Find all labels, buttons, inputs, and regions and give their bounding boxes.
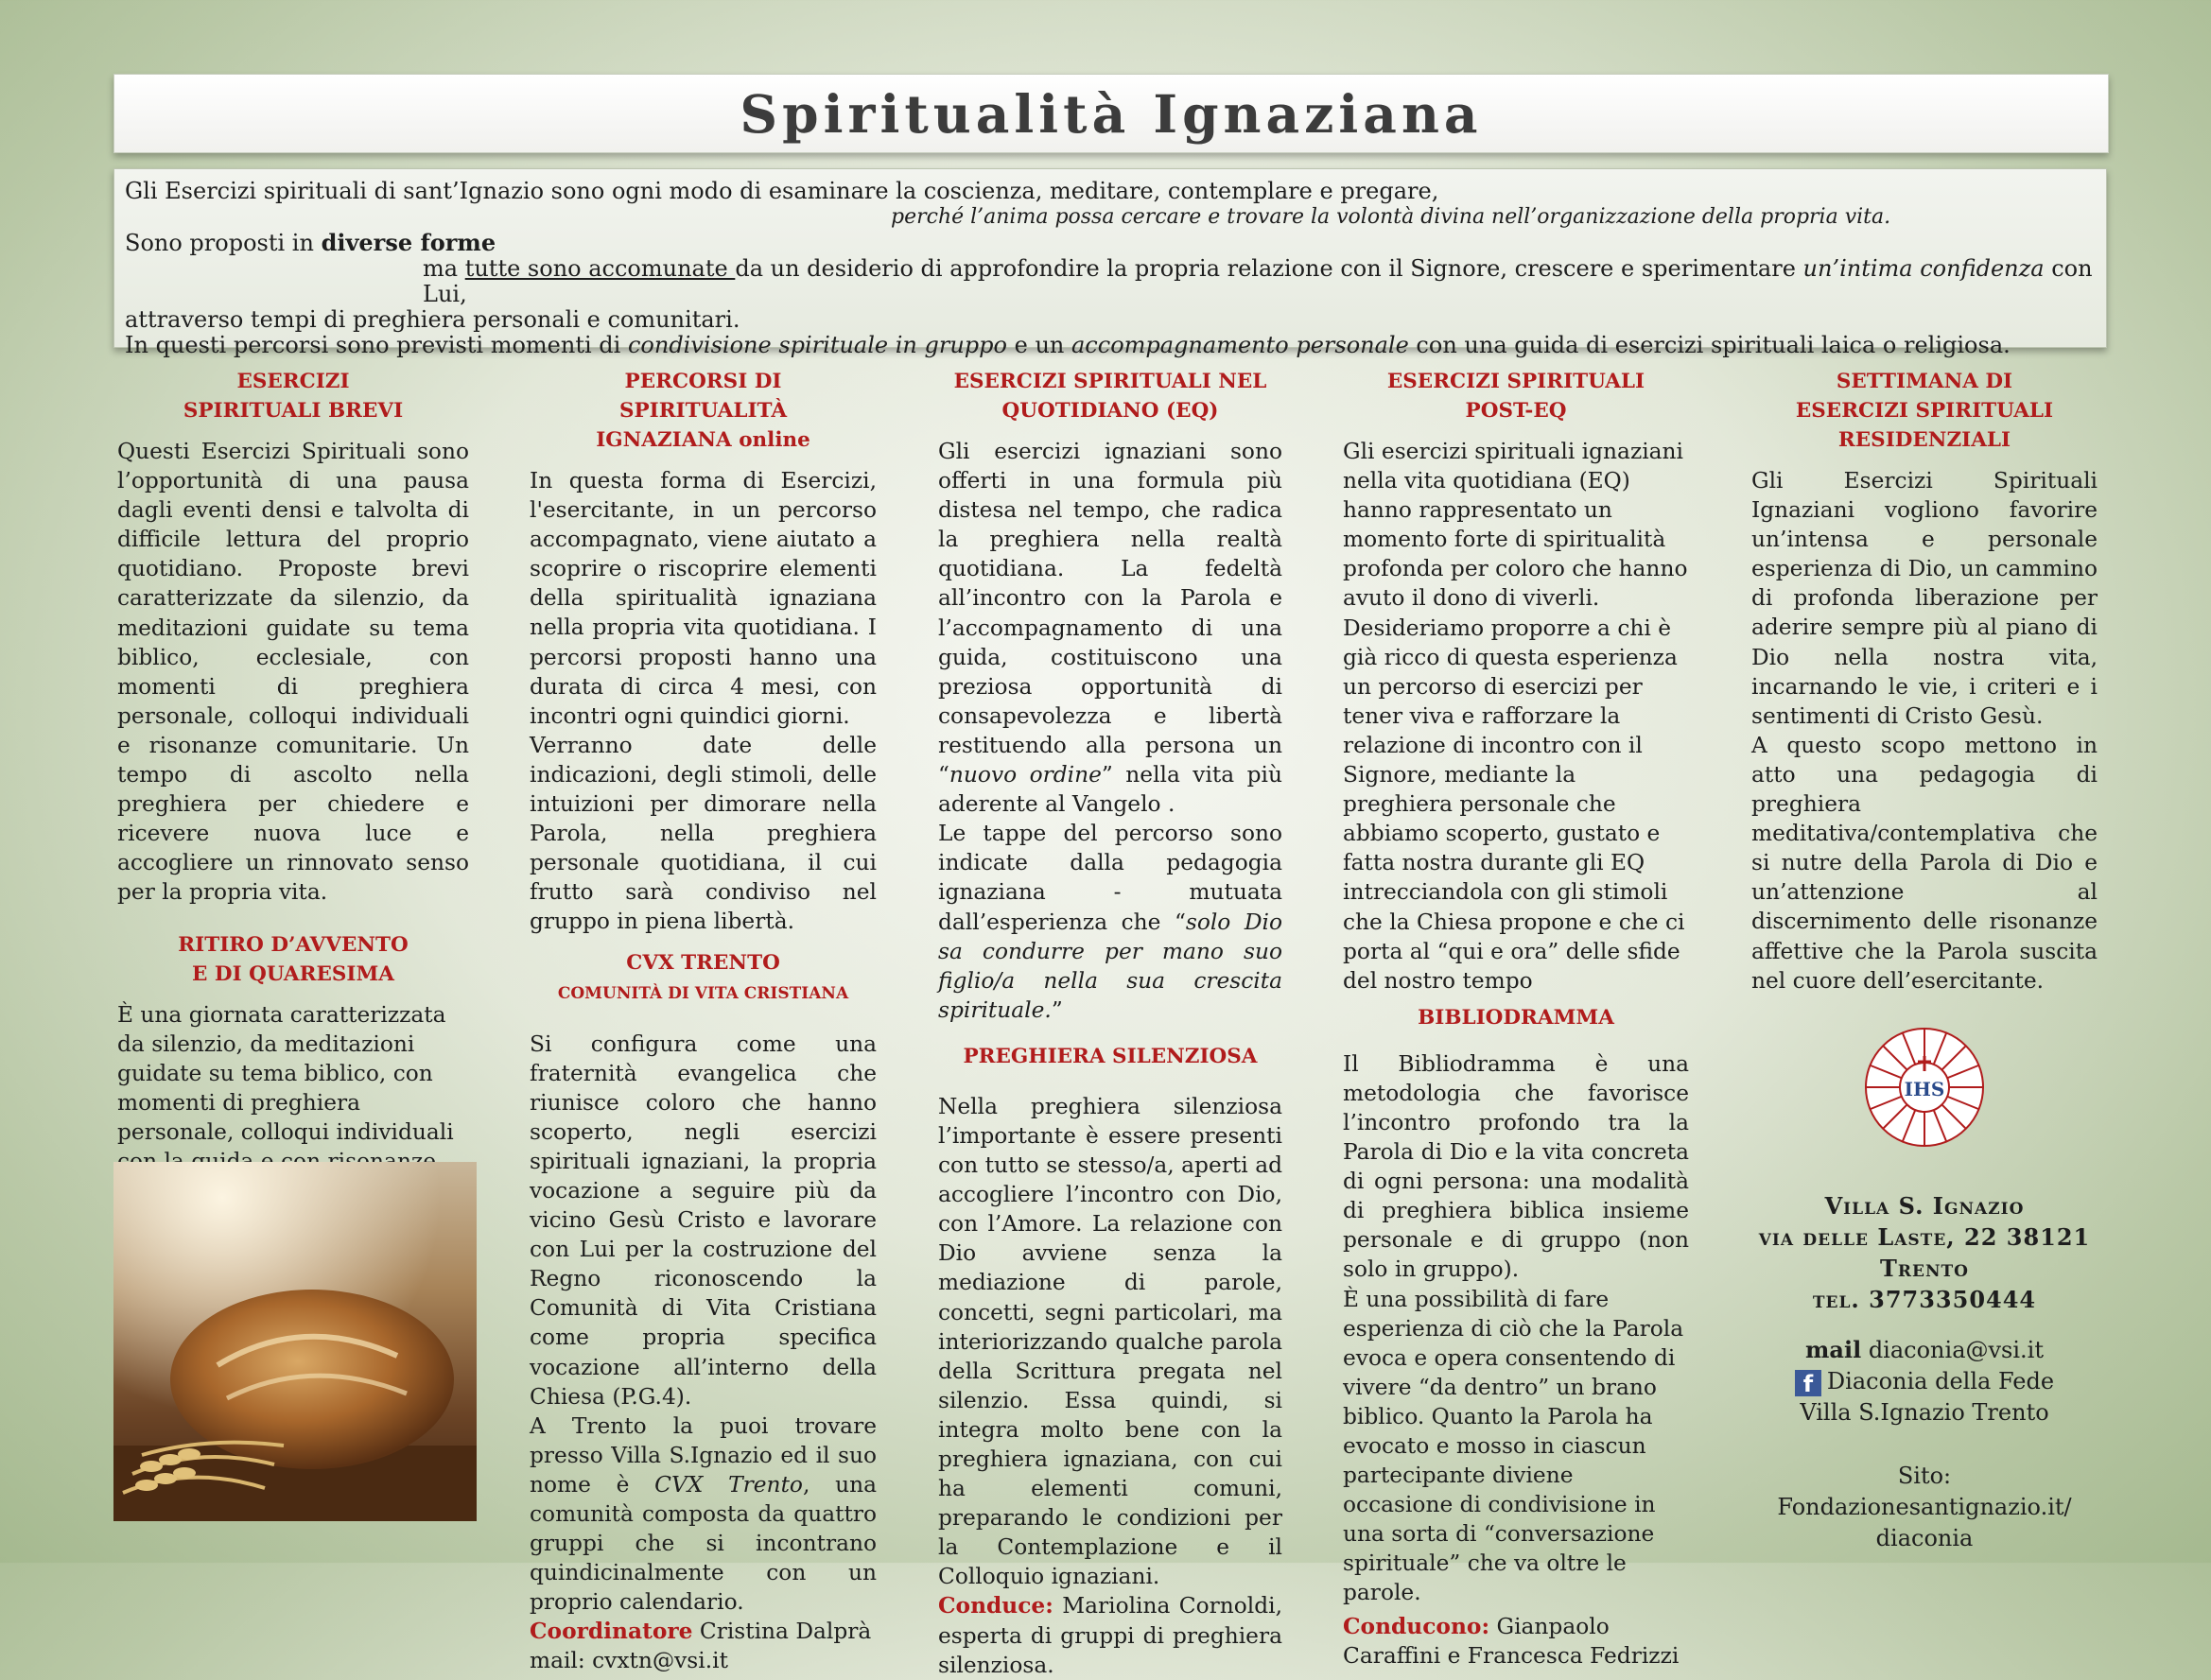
logo-text: IHS [1904, 1077, 1945, 1100]
column-esercizi-brevi [117, 367, 469, 1205]
title-line: RITIRO D’AVVENTO [178, 932, 409, 957]
paragraph [938, 819, 1282, 1025]
column-eq [938, 367, 1282, 1680]
address: via delle Laste, 22 38121 [1758, 1222, 2091, 1251]
column-percorsi-online [530, 367, 877, 1676]
text-italic: nuovo ordine [949, 762, 1102, 788]
intro-line-4 [125, 256, 2096, 307]
title-line: ESERCIZI SPIRITUALI [1386, 370, 1645, 393]
paragraph: A questo scopo mettono in atto una pedagogia di preghiera meditativa/contemplativa che si nutre della Parola di Dio e un’attenzione al discernimento delle risonanze affettive che la Parola suscita nel cuore dell’esercitante. [1751, 732, 2098, 994]
coordinator-line [530, 1617, 877, 1646]
conducono-text: Gianpaolo Caraffini e Francesca Fedrizzi [1343, 1613, 1680, 1669]
intro-line-6 [125, 333, 2096, 358]
title-line: PERCORSI DI [624, 370, 782, 393]
intro-line-1: Gli Esercizi spirituali di sant’Ignazio sono ogni modo di esaminare la coscienza, meditare, contemplare e pregare, [125, 178, 1439, 204]
section-title-post-eq [1343, 367, 1689, 425]
paragraph: Il Bibliodramma è una metodologia che favorisce l’incontro profondo tra la Parola di Dio e la vita concreta di ogni persona: una modalità di preghiera biblica insieme personale e di gruppo (non solo in gruppo). [1343, 1050, 1689, 1283]
intro-italic-condivisione: condivisione spirituale in gruppo [627, 332, 1007, 358]
section-title-percorsi [530, 367, 877, 455]
bread-illustration [113, 1162, 477, 1521]
conduce-line [938, 1591, 1282, 1679]
title-line: ESERCIZI SPIRITUALI [1795, 399, 2054, 423]
cvx-mail: mail: cvxtn@vsi.it [530, 1648, 728, 1674]
text: ” [1051, 996, 1063, 1023]
title-bar [113, 74, 2109, 153]
title-line: ESERCIZI [236, 370, 350, 393]
conduce-text: Mariolina Cornoldi, esperta di gruppi di preghiera silenziosa. [938, 1593, 1282, 1678]
villa-name: Villa S. Ignazio [1824, 1191, 2025, 1220]
city: Trento [1880, 1254, 1969, 1282]
paragraph: È una possibilità di fare esperienza di ciò che la Parola evoca e opera consentendo di vivere “da dentro” un brano biblico. Quanto la Parola ha evocato e mosso in ciascun partecipante diviene occasione di condivisione in una sorta di “conversazione spirituale” che va oltre le parole. [1343, 1286, 1684, 1606]
title-line: SPIRITUALITÀ [618, 399, 788, 423]
facebook-line[interactable] [1751, 1366, 2098, 1397]
paragraph: Verranno date delle indicazioni, degli stimoli, delle intuizioni per dimorare nella Parola, nella preghiera personale quotidiana, il cui frutto sarà condiviso nel gruppo in piena libertà. [530, 732, 877, 935]
site-url-line-2[interactable]: diaconia [1875, 1524, 1974, 1551]
intro-box [113, 168, 2107, 358]
contact-block [1751, 1190, 2098, 1554]
facebook-page-line-1[interactable]: Diaconia della Fede [1826, 1367, 2055, 1394]
conducono-label: Conducono: [1343, 1613, 1490, 1639]
paragraph: In questa forma di Esercizi, l'esercitante, in un percorso accompagnato, viene aiutato a scoprire o riscoprire elementi della spiritualità ignaziana nella propria vita quotidiana. I percorsi proposti hanno una durata di circa 4 mesi, con incontri ogni quindici giorni. [530, 468, 877, 729]
intro-line-6-pre: In questi percorsi sono previsti momenti di [125, 332, 628, 358]
title-line: E DI QUARESIMA [192, 961, 394, 986]
intro-diverse-forme: diverse forme [321, 229, 496, 256]
paragraph [938, 437, 1282, 819]
title-line: IGNAZIANA online [596, 428, 810, 452]
section-title-eq [938, 367, 1282, 425]
title-line: QUOTIDIANO (EQ) [1001, 399, 1219, 423]
intro-line-5: attraverso tempi di preghiera personali e comunitari. [125, 306, 740, 333]
paragraph: Questi Esercizi Spirituali sono l’opportunità di una pausa dagli eventi densi e talvolta di difficile lettura del proprio quotidiano. Proposte brevi caratterizzate da silenzio, da meditazioni guidate su tema biblico, ecclesiale, con momenti di preghiera personale, colloqui individuali e risonanze comunitarie. Un tempo di ascolto nella preghiera per chiedere e ricevere nuova luce e accogliere un rinnovato senso per la propria vita. [117, 439, 469, 906]
section-title-ritiro [117, 930, 469, 989]
text: , una comunità composta da quattro gruppi che si incontrano quindicinalmente con un proprio calendario. [530, 1471, 877, 1616]
logo-container [1751, 1026, 2098, 1156]
mail-value[interactable]: diaconia@vsi.it [1861, 1336, 2044, 1363]
paragraph: Gli Esercizi Spirituali Ignaziani vogliono favorire un’intensa e personale esperienza di Dio, un cammino di profonda liberazione per aderire sempre più al piano di Dio nella nostra vita, incarnando le vie, i criteri e i sentimenti di Cristo Gesù. [1751, 468, 2098, 729]
text: Gli esercizi ignaziani sono offerti in una formula più distesa nel tempo, che radica la preghiera nella realtà quotidiana. La fedeltà all’incontro con la Parola e l’accompagnamento di una guida, costituiscono una preziosa opportunità di consapevolezza e libertà restituendo alla persona un “ [938, 439, 1282, 788]
paragraph: Nella preghiera silenziosa l’importante è essere presenti con tutto se stesso/a, aperti ad accogliere l’incontro con Dio, con l’Amore. La relazione con Dio avviene senza la mediazione di parole, concetti, segni particolari, ma interiorizzando qualche parola della Scrittura pregata nel silenzio. Essa quindi, si integra molto bene con la preghiera ignaziana, con cui ha elementi comuni, preparando le condizioni per la Contemplazione e il Colloquio ignaziani. [938, 1093, 1282, 1590]
conducono-line [1343, 1612, 1689, 1671]
section-title-esercizi-brevi [117, 367, 469, 425]
paragraph: È una giornata caratterizzata da silenzio, da meditazioni guidate su tema biblico, con momenti di preghiera personale, colloqui individuali [117, 1001, 454, 1145]
title-line: RESIDENZIALI [1837, 428, 2011, 452]
coordinator-label: Coordinatore [530, 1619, 693, 1645]
page-title: Spiritualità Ignaziana [740, 82, 1483, 145]
paragraph: Si configura come una fraternità evangelica che riunisce coloro che hanno scoperto, negli esercizi spirituali ignaziani, la propria vocazione a seguire più da vicino Gesù Cristo e lavorare con Lui per la costruzione del Regno riconoscendo la Comunità di Vita Cristiana come propria specifica vocazione all’interno della Chiesa (P.G.4). [530, 1031, 877, 1410]
ihs-emblem-icon [1863, 1026, 1986, 1149]
text: A Trento la puoi trovare presso Villa S.Ignazio ed il suo nome è [530, 1412, 877, 1498]
paragraph: Gli esercizi spirituali ignaziani nella vita quotidiana (EQ) hanno rappresentato un momento forte di spiritualità profonda per coloro che hanno avuto il dono di viverli. Desideriamo proporre a chi è già ricco di questa esperienza un percorso di esercizi per tener viva e rafforzare la relazione di incontro con il Signore, mediante la preghiera personale che abbiamo scoperto, gustato e fatta nostra durante gli EQ intrecciandola con gli stimoli che la Chiesa propone e che ci porta al “qui e ora” delle sfide del nostro tempo [1343, 439, 1688, 994]
site-url-line-1[interactable]: Fondazionesantignazio.it/ [1777, 1493, 2072, 1520]
conduce-label: Conduce: [938, 1593, 1053, 1619]
mail-label: mail [1805, 1335, 1862, 1363]
mail-line[interactable] [1751, 1334, 2098, 1366]
section-title-residenziali [1751, 367, 2098, 455]
text: ” nella vita più aderente al Vangelo . [938, 762, 1282, 818]
facebook-page-line-2[interactable]: Villa S.Ignazio Trento [1800, 1398, 2049, 1426]
title-line: SPIRITUALI BREVI [183, 399, 404, 423]
text-italic: solo Dio sa condurre per mano suo figlio/a nella sua crescita spirituale. [938, 909, 1282, 1023]
coordinator-name: Cristina Dalprà [692, 1619, 872, 1645]
site-label: Sito: [1897, 1462, 1952, 1489]
intro-italic-confidenza: un’intima confidenza [1802, 255, 2045, 282]
intro-line-4-pre: ma [423, 255, 465, 282]
intro-underline: tutte sono accomunate [464, 255, 736, 282]
bread-and-wheat-image [113, 1162, 477, 1521]
section-title-preghiera: PREGHIERA SILENZIOSA [963, 1044, 1258, 1068]
intro-line-3-text: Sono proposti in [125, 230, 322, 256]
column-residenziali [1751, 367, 2098, 1554]
section-title-cvx [530, 948, 877, 1009]
intro-line-4-mid: da un desiderio di approfondire la propria relazione con il Signore, crescere e sperimentare [735, 255, 1803, 282]
intro-line-2: perché l’anima possa cercare e trovare la volontà divina nell’organizzazione della propria vita. [891, 205, 1891, 229]
title-line: CVX TRENTO [626, 950, 780, 975]
intro-line-4-post: con Lui, [423, 255, 2093, 307]
intro-line-3 [125, 230, 2096, 256]
title-line: ESERCIZI SPIRITUALI NEL [953, 370, 1267, 393]
text-italic: CVX Trento [654, 1471, 803, 1498]
intro-line-6-post: con una guida di esercizi spirituali laica o religiosa. [1408, 332, 2011, 358]
title-line: SETTIMANA DI [1836, 370, 2013, 393]
column-post-eq [1343, 367, 1689, 1671]
intro-italic-accompagnamento: accompagnamento personale [1071, 332, 1409, 358]
paragraph [530, 1412, 877, 1618]
title-line: POST-EQ [1465, 399, 1567, 423]
intro-line-6-mid: e un [1006, 332, 1071, 358]
text: Le tappe del percorso sono indicate dalla pedagogia ignaziana - mutuata dall’esperienza che “ [938, 821, 1282, 935]
title-line: COMUNITÀ DI VITA CRISTIANA [557, 983, 849, 1003]
telephone: tel. 3773350444 [1812, 1285, 2037, 1313]
section-title-bibliodramma: BIBLIODRAMMA [1418, 1005, 1614, 1030]
facebook-icon[interactable]: f [1795, 1370, 1821, 1396]
